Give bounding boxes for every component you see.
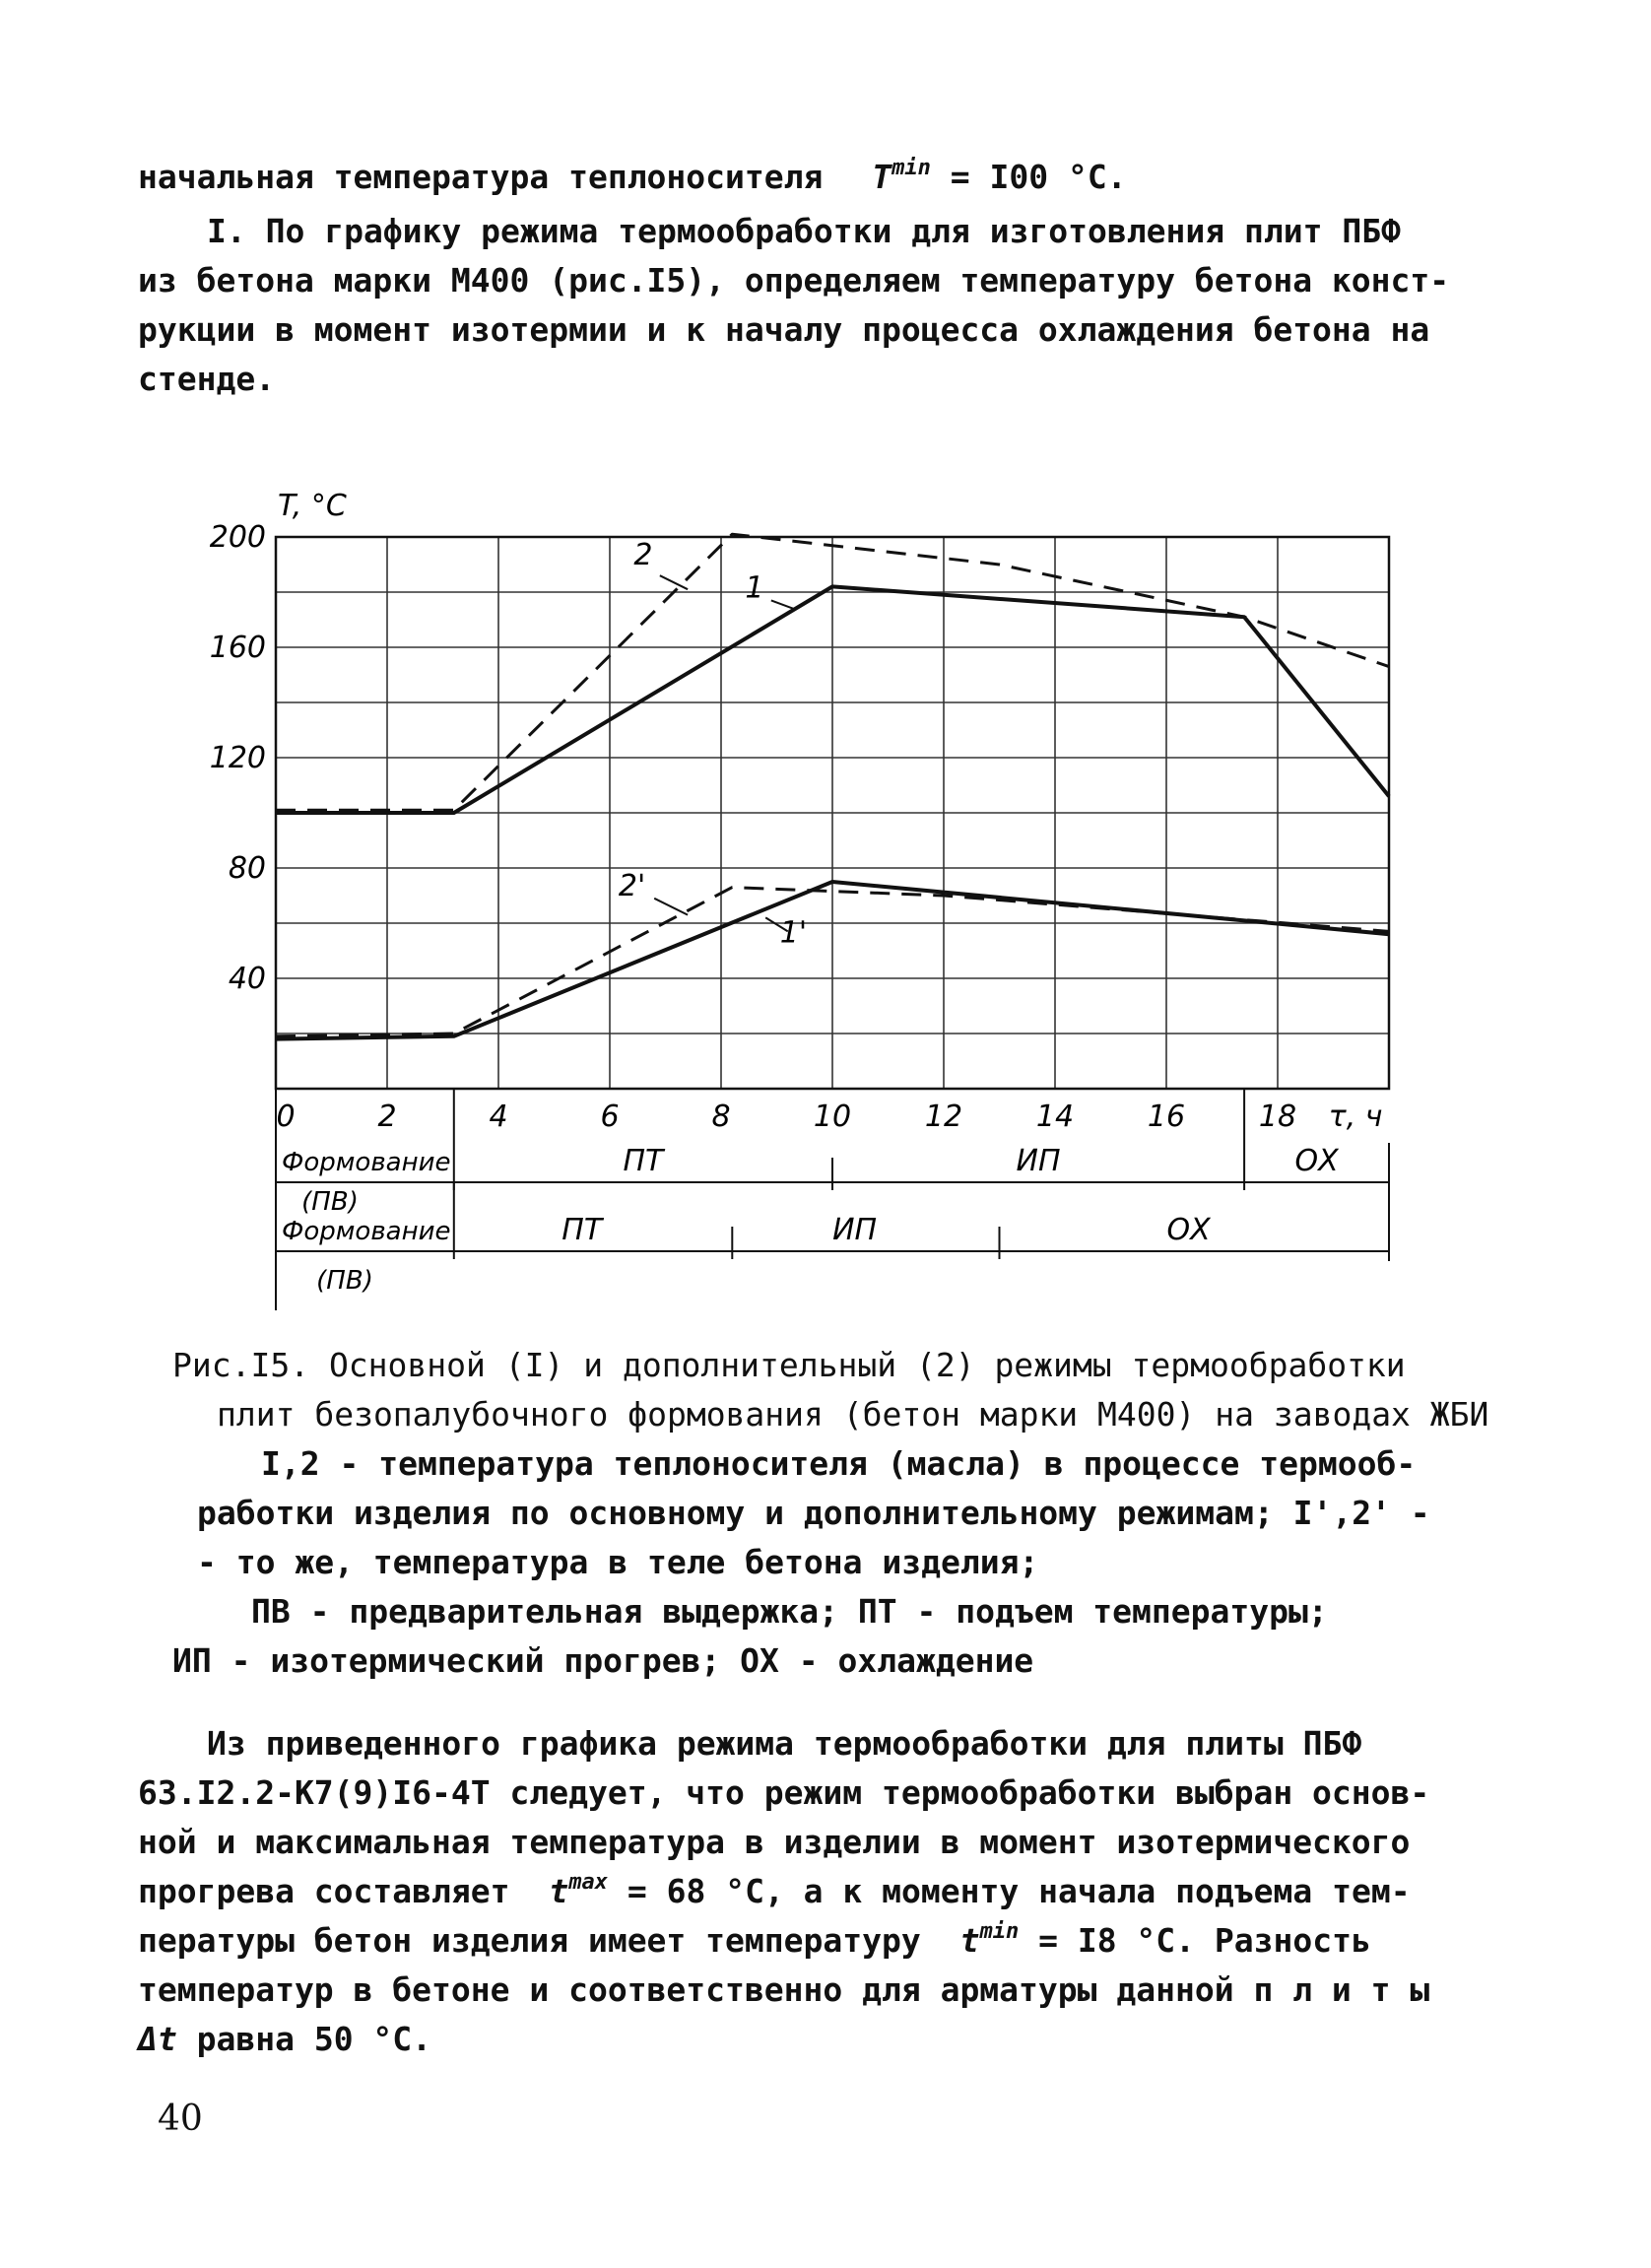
body-line [138, 2015, 431, 2064]
annotation-leader [654, 899, 688, 915]
caption-line: работки изделия по основному и дополнительному режимам; I',2' - [197, 1494, 1430, 1532]
phase-label: Формование [282, 1217, 451, 1246]
annotation-label: 1' [779, 915, 808, 951]
phase-label: ИП [1016, 1144, 1061, 1178]
caption-line: I,2 - температура теплоносителя (масла) в процессе термооб- [261, 1444, 1417, 1483]
phase-label: ОХ [1166, 1213, 1211, 1247]
phase-sublabel: (ПВ) [316, 1266, 373, 1296]
phase-label: Формование [282, 1148, 451, 1177]
y-axis-label: T, °C [278, 489, 347, 523]
intro-text: начальная температура теплоносителя [138, 158, 824, 196]
y-tick-label: 160 [209, 631, 266, 665]
annotation-label: 1 [745, 570, 764, 606]
y-tick-label: 200 [209, 520, 266, 555]
body-line: 63.I2.2-К7(9)I6-4Т следует, что режим термообработки выбран основ- [138, 1773, 1430, 1812]
body-sup: min [979, 1919, 1020, 1944]
x-axis-label: τ, ч [1328, 1100, 1383, 1134]
caption-line: - то же, температура в теле бетона изделия; [197, 1543, 1039, 1581]
body-sup: max [568, 1870, 608, 1895]
page-number: 40 [158, 2099, 203, 2139]
x-tick-label: 12 [924, 1100, 963, 1134]
x-tick-label: 2 [377, 1100, 397, 1134]
caption-line: ПВ - предварительная выдержка; ПТ - подъем температуры; [251, 1592, 1328, 1631]
body-var: t [959, 1921, 980, 1960]
body-text: = 68 °C, а к моменту начала подъема тем- [627, 1872, 1411, 1910]
body-line [138, 1867, 1411, 1921]
body-text: = I8 °C. Разность [1038, 1921, 1371, 1960]
x-tick-label: 4 [489, 1100, 508, 1134]
phase-label: ИП [832, 1213, 878, 1247]
body-text: равна 50 °C. [196, 2020, 432, 2058]
intro-sup: min [892, 156, 931, 180]
caption-line: ИП - изотермический прогрев; ОХ - охлаждение [172, 1641, 1034, 1680]
para1-line: рукции в момент изотермии и к началу процесса охлаждения бетона на [138, 310, 1430, 349]
x-tick-label: 16 [1147, 1100, 1186, 1134]
annotation-label: 2' [618, 869, 646, 903]
para1-line: из бетона марки М400 (рис.I5), определяем температуру бетона конст- [138, 261, 1450, 300]
chart [0, 453, 1651, 1310]
annotation-leader [771, 600, 794, 608]
body-var: t [549, 1872, 569, 1910]
figure-title-1: Рис.I5. Основной (I) и дополнительный (2) режимы термообработки [172, 1346, 1406, 1384]
phase-sublabel: (ПВ) [301, 1187, 359, 1217]
x-tick-label: 18 [1258, 1100, 1297, 1134]
body-line: ной и максимальная температура в изделии в момент изотермического [138, 1823, 1411, 1861]
body-line [138, 1916, 1371, 1970]
body-line: Из приведенного графика режима термообработки для плиты ПБФ [207, 1724, 1362, 1763]
phase-label: ПТ [561, 1213, 603, 1247]
para1-line: стенде. [138, 360, 276, 398]
para1-line: I. По графику режима термообработки для изготовления плит ПБФ [207, 212, 1401, 250]
body-var: Δt [138, 2020, 177, 2058]
x-tick-label: 0 [276, 1100, 296, 1134]
x-tick-label: 6 [600, 1100, 620, 1134]
annotation-leader [660, 575, 688, 589]
annotation-label: 2 [633, 538, 653, 572]
intro-line [138, 153, 1127, 207]
x-tick-label: 14 [1035, 1100, 1075, 1134]
y-tick-label: 120 [209, 741, 266, 775]
body-text: пературы бетон изделия имеет температуру [138, 1921, 921, 1960]
intro-value: = I00 °C. [950, 158, 1127, 196]
x-tick-label: 8 [711, 1100, 731, 1134]
body-line: температур в бетоне и соответственно для арматуры данной п л и т ы [138, 1970, 1430, 2009]
intro-var: T [872, 158, 892, 196]
y-tick-label: 40 [228, 962, 266, 996]
phase-label: ПТ [623, 1144, 664, 1178]
body-text: прогрева составляет [138, 1872, 510, 1910]
figure-title-2: плит безопалубочного формования (бетон марки М400) на заводах ЖБИ [217, 1395, 1489, 1434]
phase-label: ОХ [1294, 1144, 1339, 1178]
x-tick-label: 10 [813, 1100, 852, 1134]
y-tick-label: 80 [228, 851, 266, 886]
